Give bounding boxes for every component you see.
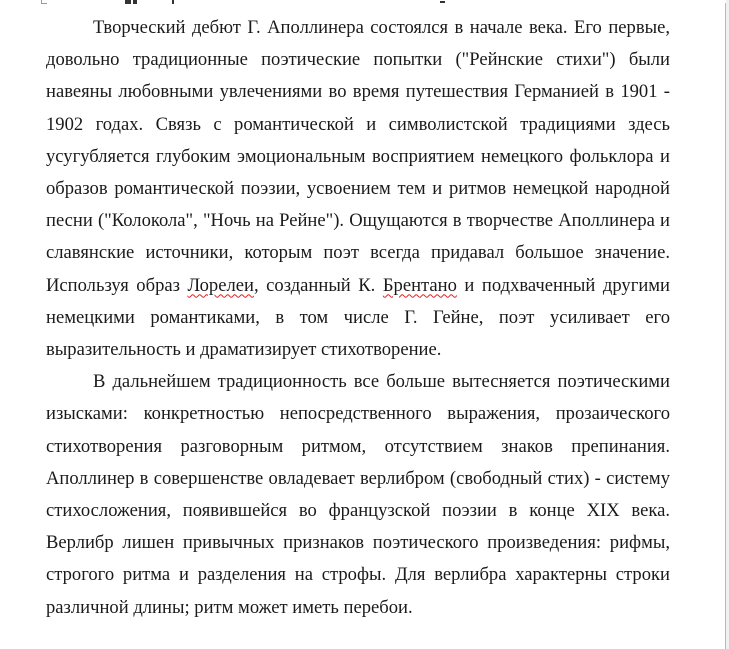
document-body[interactable] [46, 12, 670, 624]
text-run: , созданный К. [253, 274, 383, 296]
misspelled-word[interactable]: Брентано [382, 274, 457, 296]
cut-off-text-fragment [172, 0, 174, 4]
paragraph-1[interactable] [46, 12, 670, 366]
cut-off-text-fragment [125, 0, 131, 4]
text-run: Творческий дебют Г. Аполлинера состоялся в начале века. Его первые, довольно традиционные поэтические попытки ("Рейнские стихи") были навеяны любовными увлечениями во время путешествия Германией в 1901 - 1902 годах. Связь с романтической и символистской традициями здесь усугубляется глубоким эмоциональным восприятием немецкого фольклора и образов романтической поэзии, усвоением тем и ритмов немецкой народной песни ("Колокола", "Ночь на Рейне"). Ощущаются в творчестве Аполлинера и славянские источники, которым поэт всегда придавал большое значение. Используя образ [46, 17, 670, 296]
text-run: В дальнейшем традиционность все больше вытесняется поэтическими изысками: конкретностью непосредственного выражения, прозаического стихотворения разговорным ритмом, отсутствием знаков препинания. Аполлинер в совершенстве овладевает верлибром (свободный стих) - систему стихосложения, появившейся во французской поэзии в конце XIX века. Верлибр лишен привычных признаков поэтического произведения: рифмы, строгого ритма и разделения на строфы. Для верлибра характерны строки различной длины; ритм может иметь перебои. [46, 371, 670, 618]
text-boundary-corner-mark [41, 0, 47, 4]
cut-off-text-fragment [440, 1, 445, 3]
cut-off-text-fragment [133, 0, 137, 4]
misspelled-word[interactable]: Лорелеи [187, 274, 254, 296]
paragraph-2[interactable] [46, 366, 670, 624]
text-run: и подхваченный другими немецкими романтиками, в том числе Г. Гейне, поэт усиливает его выразительность и драматизирует стихотворение. [46, 274, 670, 361]
